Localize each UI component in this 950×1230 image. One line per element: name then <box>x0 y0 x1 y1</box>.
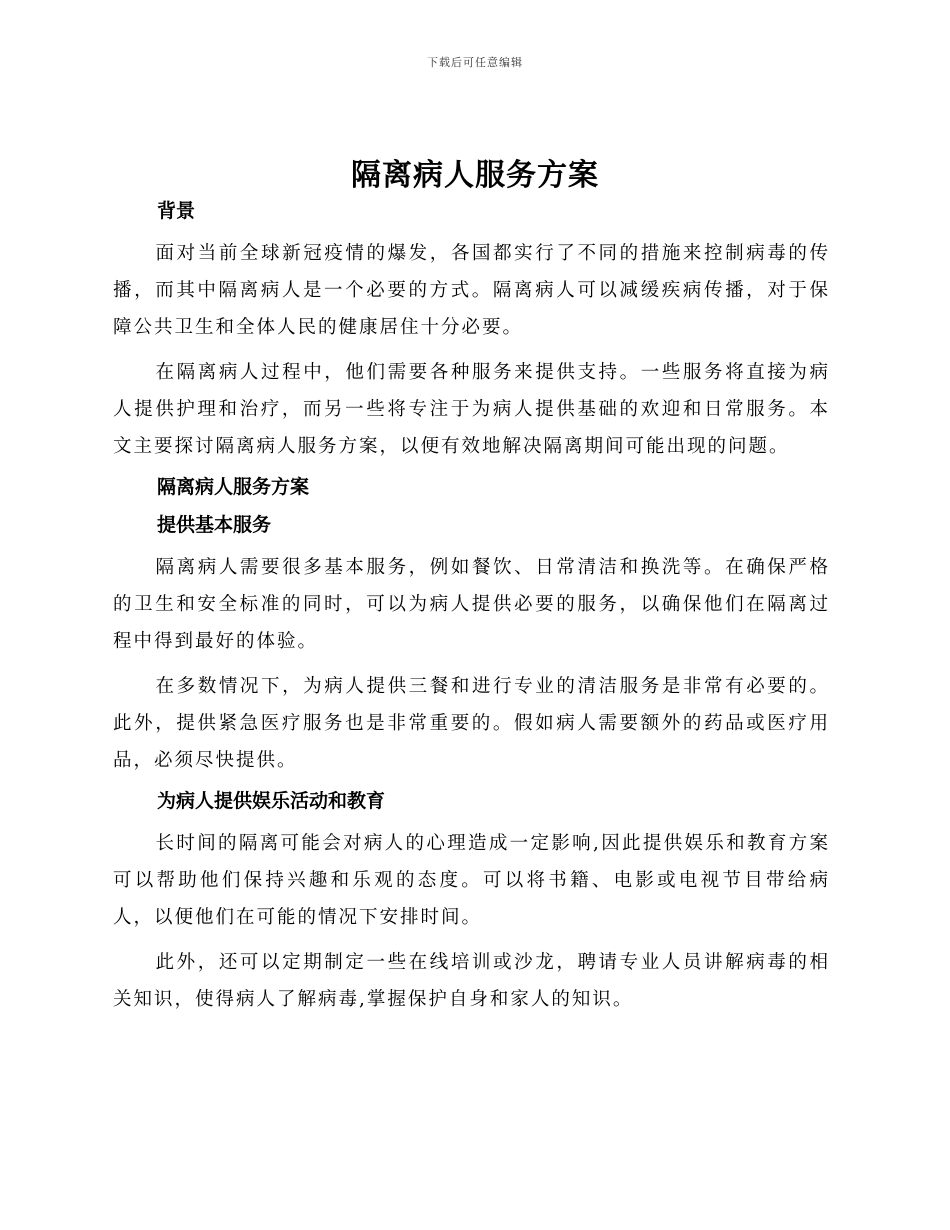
document-title: 隔离病人服务方案 <box>351 158 599 193</box>
page-header-note: 下载后可任意编辑 <box>427 56 523 69</box>
paragraph-basic-services-1: 隔离病人需要很多基本服务，例如餐饮、日常清洁和换洗等。在确保严格的卫生和安全标准的同时，可以为病人提供必要的服务，以确保他们在隔离过程中得到最好的体验。 <box>113 557 830 652</box>
paragraph-background-2: 在隔离病人过程中，他们需要各种服务来提供支持。一些服务将直接为病人提供护理和治疗，而另一些将专注于为病人提供基础的欢迎和日常服务。本文主要探讨隔离病人服务方案，以便有效地解决隔离期间可能出现的问题。 <box>113 362 830 457</box>
paragraph-basic-services-2: 在多数情况下，为病人提供三餐和进行专业的清洁服务是非常有必要的。此外，提供紧急医疗服务也是非常重要的。假如病人需要额外的药品或医疗用品，必须尽快提供。 <box>113 676 830 771</box>
section-heading-service-plan: 隔离病人服务方案 <box>157 476 310 498</box>
section-heading-background: 背景 <box>157 200 196 222</box>
section-heading-entertainment-education: 为病人提供娱乐活动和教育 <box>157 790 386 812</box>
section-heading-basic-services: 提供基本服务 <box>157 514 272 536</box>
document-body <box>113 197 830 1026</box>
paragraph-entertainment-1: 长时间的隔离可能会对病人的心理造成一定影响,因此提供娱乐和教育方案可以帮助他们保持兴趣和乐观的态度。可以将书籍、电影或电视节目带给病人，以便他们在可能的情况下安排时间。 <box>113 833 830 928</box>
paragraph-entertainment-2: 此外，还可以定期制定一些在线培训或沙龙，聘请专业人员讲解病毒的相关知识，使得病人了解病毒,掌握保护自身和家人的知识。 <box>113 952 830 1010</box>
paragraph-background-1: 面对当前全球新冠疫情的爆发，各国都实行了不同的措施来控制病毒的传播，而其中隔离病人是一个必要的方式。隔离病人可以减缓疾病传播，对于保障公共卫生和全体人民的健康居住十分必要。 <box>113 243 830 338</box>
